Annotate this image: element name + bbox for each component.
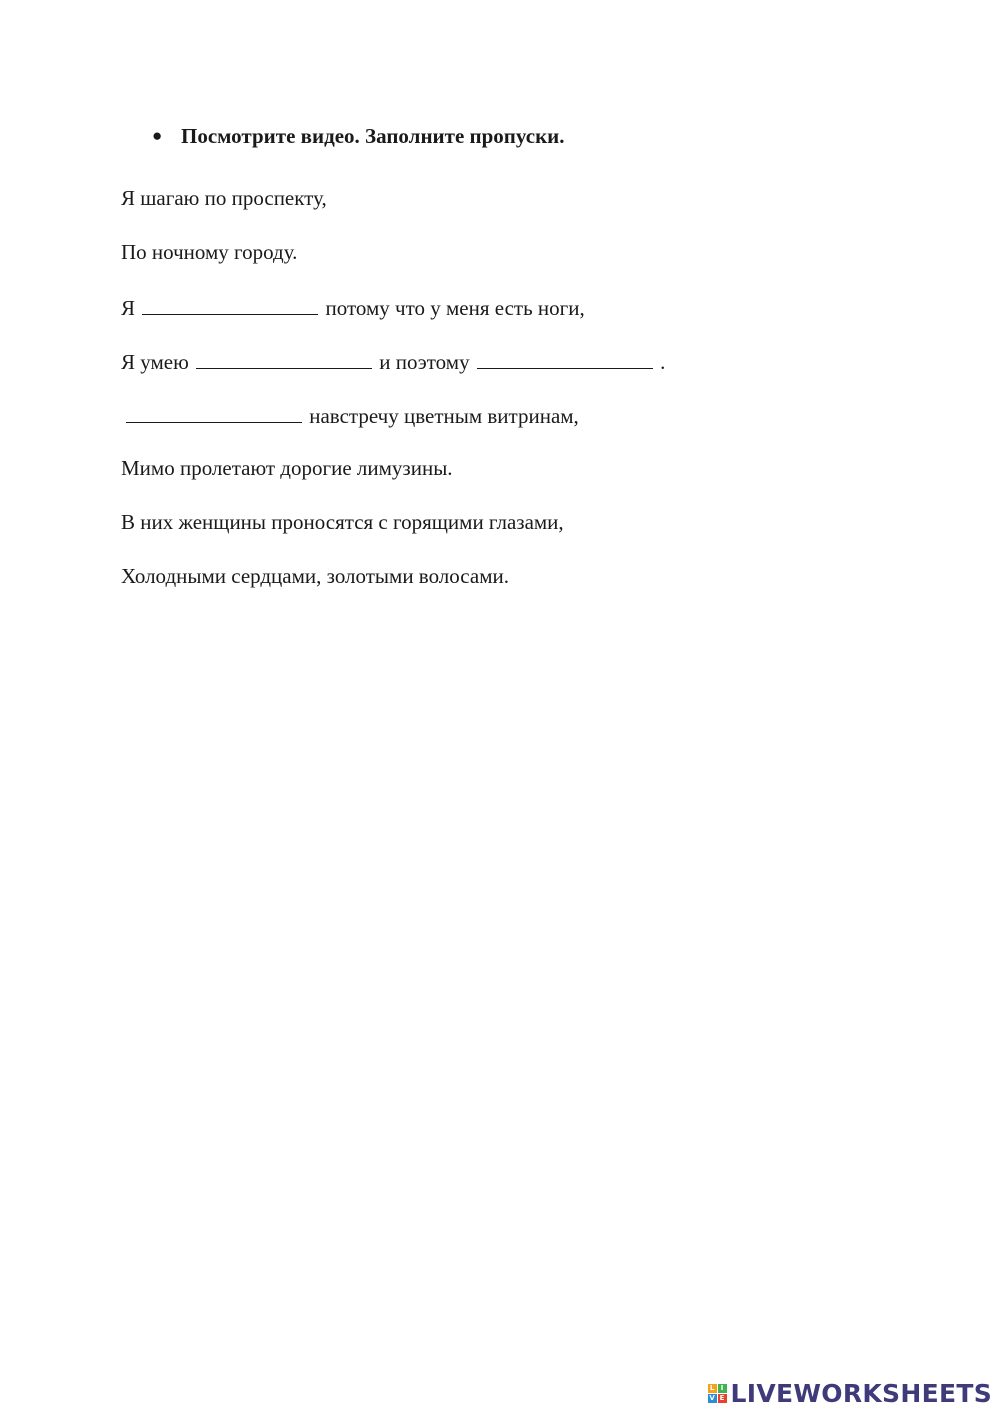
line-3-before: Я xyxy=(121,296,136,320)
poem-line-2: По ночному городу. xyxy=(121,240,298,264)
logo-mark-letter: V xyxy=(709,1393,715,1402)
poem-line-8: Холодными сердцами, золотыми волосами. xyxy=(121,564,509,588)
answer-blank-2[interactable] xyxy=(196,346,372,369)
logo-mark-letter: I xyxy=(718,1384,727,1393)
logo-text: LIVEWORKSHEETS xyxy=(730,1378,992,1408)
line-4-after: . xyxy=(660,350,666,374)
answer-blank-1[interactable] xyxy=(142,292,318,315)
line-4-before: Я умею xyxy=(121,350,189,374)
logo-mark-letter: E xyxy=(718,1394,727,1403)
poem-line-3 xyxy=(121,292,585,322)
poem-line-5 xyxy=(126,400,579,430)
poem-line-4 xyxy=(121,346,665,376)
poem-line-7: В них женщины проносятся с горящими глазами, xyxy=(121,510,564,534)
instruction-text: Посмотрите видео. Заполните пропуски. xyxy=(181,124,565,148)
liveworksheets-logo xyxy=(708,1379,992,1407)
line-4-middle: и поэтому xyxy=(379,350,470,374)
line-5-after: навстречу цветным витринам, xyxy=(309,404,579,428)
logo-mark-icon xyxy=(708,1384,727,1403)
answer-blank-4[interactable] xyxy=(126,400,302,423)
instruction-heading xyxy=(152,122,565,150)
poem-line-1: Я шагаю по проспекту, xyxy=(121,186,327,210)
line-3-after: потому что у меня есть ноги, xyxy=(325,296,585,320)
answer-blank-3[interactable] xyxy=(477,346,653,369)
bullet-icon: ● xyxy=(152,126,163,145)
poem-line-6: Мимо пролетают дорогие лимузины. xyxy=(121,456,453,480)
logo-mark-letter: L xyxy=(708,1384,717,1393)
